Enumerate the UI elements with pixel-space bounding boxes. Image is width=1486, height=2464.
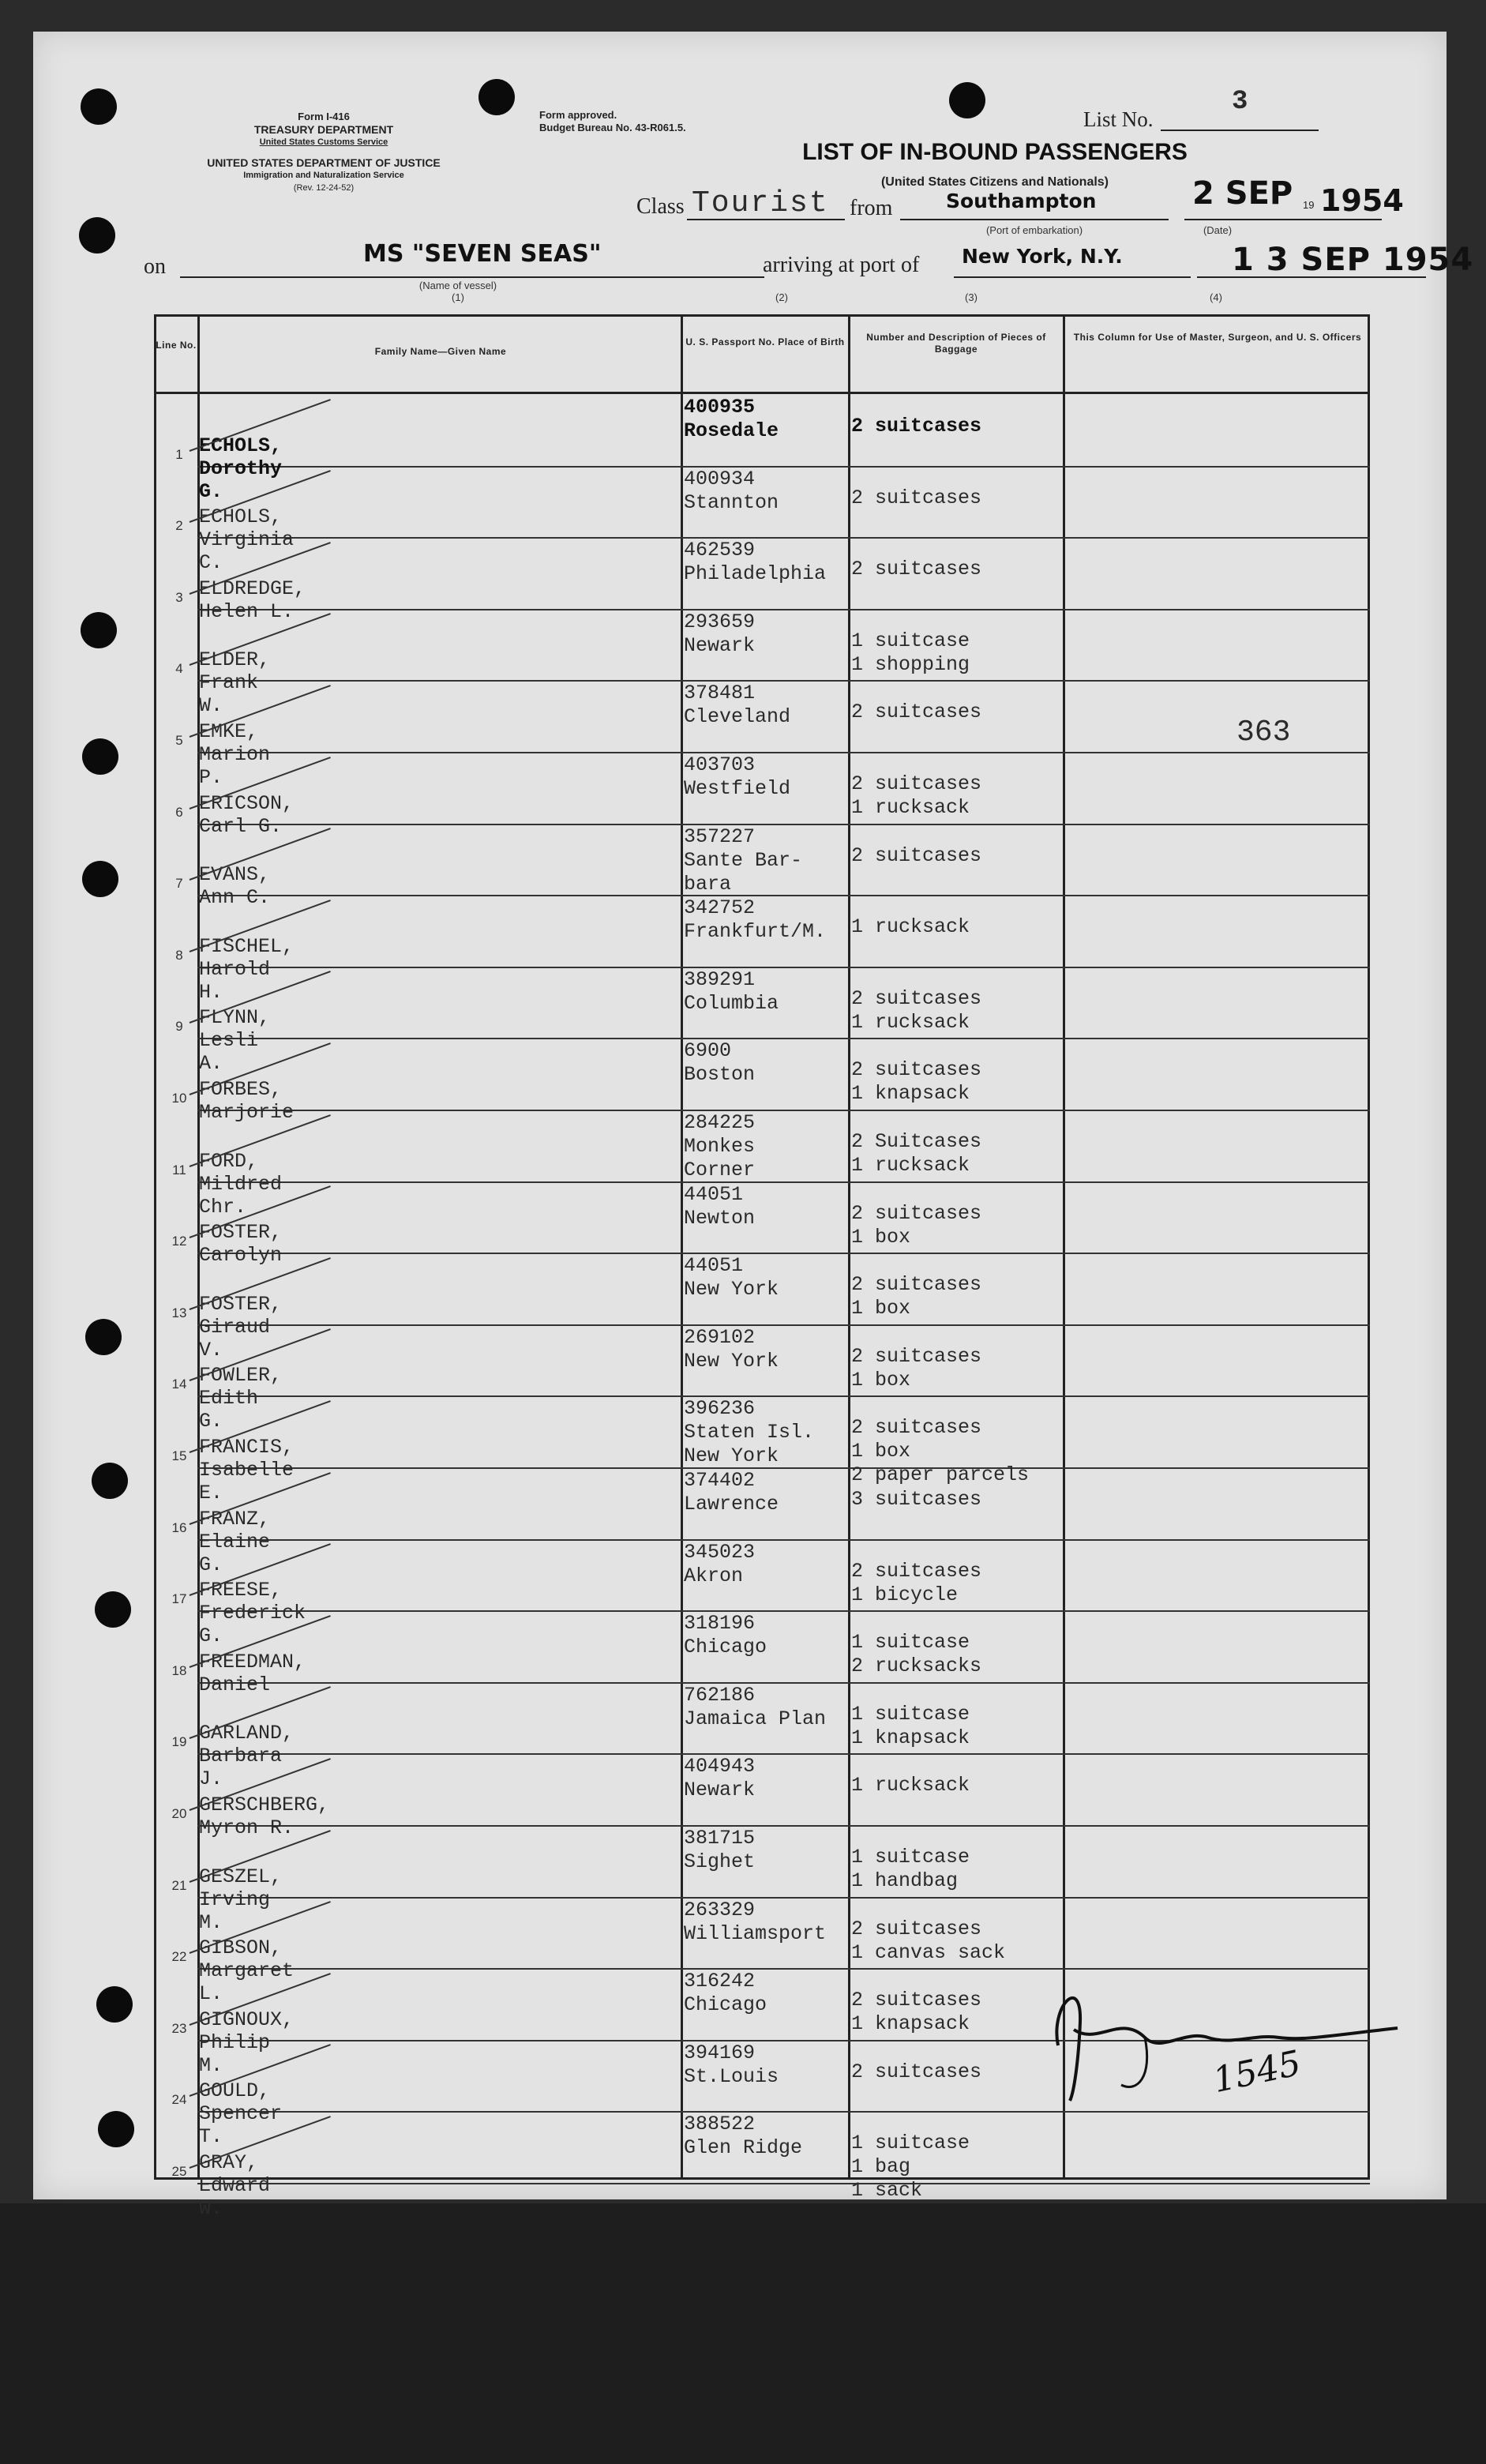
row-divider [197, 2183, 1370, 2184]
from-label: from [850, 196, 893, 220]
row-number: 1 [175, 446, 183, 462]
baggage-description: 2 suitcases [851, 415, 982, 438]
signature [1026, 1959, 1405, 2148]
row-number: 25 [171, 2164, 187, 2179]
passenger-name: FOSTER, Giraud V. [199, 1292, 283, 1362]
vessel-caption: (Name of vessel) [418, 280, 497, 291]
departure-year: 1954 [1320, 183, 1404, 218]
row-number: 22 [171, 1949, 187, 1965]
customs-service: United States Customs Service [259, 137, 388, 147]
passenger-name: ECHOLS, Virginia C. [199, 505, 295, 575]
row-divider [197, 1825, 1370, 1827]
baggage-description: 2 suitcases [851, 558, 982, 581]
row-number: 10 [171, 1091, 187, 1106]
caption-2: (2) [775, 291, 788, 303]
punch-hole [96, 1986, 133, 2023]
passport-birthplace: 388522 Glen Ridge [684, 2113, 803, 2160]
row-number: 19 [171, 1734, 187, 1750]
row-divider [197, 1253, 1370, 1254]
col-header-passport: U. S. Passport No. Place of Birth [685, 336, 845, 347]
passport-birthplace: 389291 Columbia [684, 967, 779, 1015]
baggage-description: 2 suitcases 1 bicycle [851, 1559, 982, 1606]
row-number: 18 [171, 1662, 187, 1678]
page-subtitle: (United States Citizens and Nationals) [880, 175, 1109, 189]
scanner-background [0, 2203, 1486, 2464]
passport-birthplace: 374402 Lawrence [684, 1469, 779, 1516]
baggage-description: 2 suitcases 1 knapsack [851, 1989, 982, 2036]
row-divider [197, 609, 1370, 610]
passenger-name: GIBSON, Margaret L. [199, 1936, 295, 2006]
passenger-name: FRANCIS, Isabelle E. [199, 1436, 295, 1504]
passenger-name: ECHOLS, Dorothy G. [199, 434, 283, 503]
passenger-name: FOSTER, Carolyn [199, 1221, 283, 1268]
passenger-name: FORD, Mildred Chr. [199, 1149, 283, 1219]
port-caption: (Port of embarkation) [985, 224, 1083, 236]
row-number: 6 [175, 804, 183, 820]
passenger-name: GESZEL, Irving M. [199, 1865, 283, 1934]
passport-birthplace: 263329 Williamsport [684, 1898, 827, 1945]
form-approved: Form approved. [539, 109, 617, 121]
row-number: 15 [171, 1448, 187, 1463]
row-number: 23 [171, 2020, 187, 2036]
baggage-description: 2 suitcases [851, 2060, 982, 2083]
baggage-description: 1 rucksack [851, 1774, 970, 1797]
vessel-underline [180, 276, 764, 278]
justice-department: UNITED STATES DEPARTMENT OF JUSTICE [207, 156, 441, 169]
passenger-name: GOULD, Spencer T. [199, 2079, 283, 2149]
embarkation-port: Southampton [946, 190, 1097, 212]
col-divider [1063, 314, 1065, 2180]
baggage-description: 2 suitcases 1 box 2 paper parcels [851, 1416, 1030, 1487]
col-header-name: Family Name—Given Name [374, 346, 507, 357]
row-number: 17 [171, 1591, 187, 1607]
arrival-port-underline [954, 276, 1191, 278]
row-number: 5 [175, 733, 183, 748]
baggage-description: 2 suitcases [851, 701, 982, 724]
baggage-description: 2 suitcases 1 box [851, 1273, 982, 1320]
passport-birthplace: 400935 Rosedale [684, 396, 779, 442]
row-divider [197, 1753, 1370, 1755]
passenger-name: GARLAND, Barbara J. [199, 1722, 295, 1791]
passenger-name: FRANZ, Elaine G. [199, 1507, 271, 1576]
list-no-underline [1161, 130, 1319, 131]
baggage-description: 1 suitcase 1 bag 1 sack [851, 2132, 970, 2203]
passport-birthplace: 762186 Jamaica Plan [684, 1683, 827, 1730]
punch-hole [81, 612, 117, 648]
row-number: 13 [171, 1305, 187, 1320]
passport-birthplace: 396236 Staten Isl. New York [684, 1397, 815, 1468]
baggage-description: 1 suitcase 1 knapsack [851, 1702, 970, 1749]
departure-date: 2 SEP [1192, 175, 1293, 212]
ins-name: Immigration and Naturalization Service [243, 171, 404, 180]
row-number: 11 [172, 1162, 186, 1178]
on-label: on [144, 254, 166, 279]
budget-bureau: Budget Bureau No. 43-R061.5. [539, 122, 686, 133]
punch-hole [98, 2111, 134, 2147]
vessel-caption-number: (1) [452, 291, 464, 303]
arrival-date-underline [1197, 276, 1426, 278]
arrival-port: New York, N.Y. [962, 245, 1123, 268]
passport-birthplace: 293659 Newark [684, 610, 756, 657]
row-divider [197, 967, 1370, 968]
passport-birthplace: 44051 New York [684, 1254, 779, 1301]
passport-birthplace: 269102 New York [684, 1325, 779, 1373]
passport-birthplace: 318196 Chicago [684, 1612, 767, 1659]
baggage-description: 2 suitcases [851, 843, 982, 867]
passport-birthplace: 6900 Boston [684, 1039, 756, 1087]
passenger-name: EVANS, Ann C. [199, 863, 271, 910]
passport-birthplace: 400934 Stannton [684, 467, 779, 514]
baggage-description: 1 suitcase 1 handbag [851, 1846, 970, 1892]
col-divider [848, 314, 850, 2180]
passport-birthplace: 316242 Chicago [684, 1970, 767, 2017]
row-number: 2 [175, 518, 183, 534]
passenger-name: GIGNOUX, Philip M. [199, 2008, 295, 2077]
date-underline [1184, 219, 1382, 220]
row-number: 9 [175, 1019, 183, 1035]
passport-birthplace: 342752 Frankfurt/M. [684, 896, 827, 944]
caption-4: (4) [1210, 291, 1222, 303]
passenger-name: GERSCHBERG, Myron R. [199, 1794, 330, 1839]
passenger-name: FREESE, Frederick G. [199, 1579, 306, 1648]
passport-birthplace: 462539 Philadelphia [684, 539, 827, 586]
row-divider [197, 1324, 1370, 1326]
revision-date: (Rev. 12-24-52) [293, 183, 355, 193]
passport-birthplace: 345023 Akron [684, 1540, 756, 1587]
row-divider [197, 1539, 1370, 1541]
class-value: Tourist [692, 186, 829, 220]
passport-birthplace: 394169 St.Louis [684, 2041, 779, 2088]
passenger-name: EMKE, Marion P. [199, 720, 271, 789]
row-number: 3 [175, 589, 183, 605]
row-number: 16 [171, 1519, 187, 1535]
passport-birthplace: 403703 Westfield [684, 753, 791, 800]
passenger-name: GRAY, Edward W. [199, 2151, 271, 2220]
baggage-description: 1 rucksack [851, 915, 970, 939]
punch-hole [95, 1591, 131, 1628]
passenger-name: FOWLER, Edith G. [199, 1364, 283, 1433]
col-header-line-no: Line No. [156, 340, 197, 351]
passport-birthplace: 378481 Cleveland [684, 682, 791, 729]
vessel-name: MS "SEVEN SEAS" [363, 240, 602, 268]
passport-birthplace: 284225 Monkes Corner [684, 1111, 756, 1181]
baggage-description: 2 suitcases 1 knapsack [851, 1058, 982, 1106]
list-no-label: List No. [1083, 107, 1154, 131]
handwritten-time: 1545 [1209, 2042, 1305, 2102]
row-number: 7 [175, 876, 183, 892]
punch-hole [79, 217, 115, 254]
baggage-description: 2 suitcases 1 box [851, 1201, 982, 1249]
baggage-description: 2 suitcases 1 rucksack [851, 772, 982, 819]
baggage-description: 2 suitcases 1 rucksack [851, 986, 982, 1034]
row-divider [197, 1038, 1370, 1039]
baggage-description: 1 suitcase 2 rucksacks [851, 1631, 982, 1678]
punch-hole [85, 1319, 122, 1355]
class-underline [687, 219, 845, 220]
arrival-date: 1 3 SEP 1954 [1232, 242, 1474, 278]
header-divider [154, 392, 1370, 394]
officer-number: 363 [1236, 716, 1291, 749]
baggage-description: 2 suitcases 1 canvas sack [851, 1917, 1006, 1964]
class-label: Class [636, 194, 685, 219]
baggage-description: 2 suitcases 1 box [851, 1344, 982, 1392]
passport-birthplace: 44051 Newton [684, 1182, 756, 1230]
row-divider [197, 466, 1370, 468]
punch-hole [82, 861, 118, 897]
passenger-name: ERICSON, Carl G. [199, 791, 295, 838]
port-underline [900, 219, 1169, 220]
arriving-label: arriving at port of [763, 253, 920, 277]
baggage-description: 2 Suitcases 1 rucksack [851, 1130, 982, 1177]
passenger-name: ELDREDGE, Helen L. [199, 577, 306, 623]
row-number: 4 [175, 661, 183, 677]
caption-3: (3) [965, 291, 978, 303]
form-number: Form I-416 [298, 111, 350, 122]
passenger-name: FLYNN, Lesli A. [199, 1006, 271, 1076]
col-divider [681, 314, 683, 2180]
row-divider [197, 1110, 1370, 1111]
date-caption: (Date) [1203, 224, 1233, 236]
list-no-value: 3 [1232, 87, 1248, 117]
row-divider [197, 1181, 1370, 1183]
passenger-name: FORBES, Marjorie [199, 1078, 295, 1124]
passenger-name: FREEDMAN, Daniel [199, 1650, 306, 1696]
passport-birthplace: 404943 Newark [684, 1755, 756, 1802]
punch-hole [949, 82, 985, 118]
col-header-baggage: Number and Description of Pieces of Baggage [866, 332, 1046, 355]
row-number: 20 [171, 1806, 187, 1821]
baggage-description: 2 suitcases [851, 486, 982, 509]
col-header-officers: This Column for Use of Master, Surgeon, and U. S. Officers [1073, 332, 1362, 343]
row-number: 21 [171, 1877, 187, 1893]
treasury-department: TREASURY DEPARTMENT [253, 123, 394, 136]
row-number: 24 [171, 2092, 187, 2108]
passport-birthplace: 381715 Sighet [684, 1827, 756, 1873]
row-number: 8 [175, 947, 183, 963]
passport-birthplace: 357227 Sante Bar- bara [684, 824, 803, 896]
year-prefix: 19 [1303, 199, 1315, 211]
baggage-description: 3 suitcases [851, 1488, 982, 1511]
punch-hole [82, 738, 118, 775]
page-title: LIST OF IN-BOUND PASSENGERS [802, 139, 1188, 165]
baggage-description: 1 suitcase 1 shopping [851, 629, 970, 676]
row-divider [197, 1610, 1370, 1612]
row-number: 14 [171, 1377, 187, 1392]
punch-hole [478, 79, 515, 115]
row-number: 12 [171, 1234, 187, 1249]
punch-hole [92, 1463, 128, 1499]
passenger-name: FISCHEL, Harold H. [199, 934, 295, 1004]
punch-hole [81, 88, 117, 125]
passenger-name: ELDER, Frank W. [199, 648, 271, 718]
